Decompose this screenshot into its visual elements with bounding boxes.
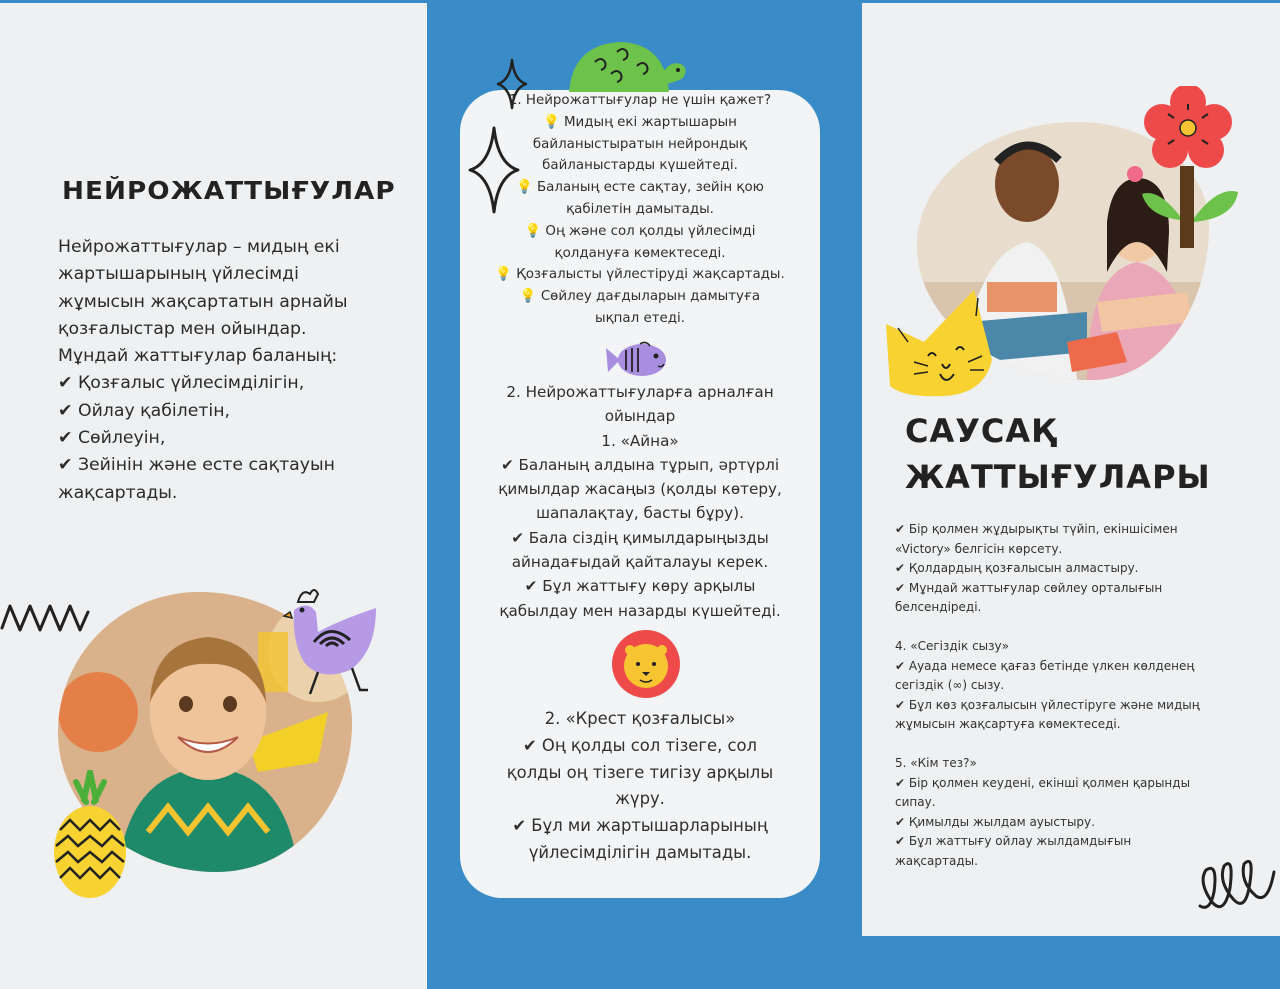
right-body-line: ✔ Бір қолмен жұдырықты түйіп, екіншісімен	[895, 522, 1178, 536]
right-body-line: ✔ Бұл жаттығу ойлау жылдамдығын	[895, 834, 1132, 848]
left-body-line: жақсартады.	[58, 482, 178, 503]
games-line: айнадағыдай қайталауы керек.	[511, 553, 769, 572]
cross-line: үйлесімділігін дамытады.	[528, 842, 752, 862]
right-body-line: ✔ Мұндай жаттығулар сөйлеу орталығын	[895, 580, 1163, 595]
right-body-gap	[895, 618, 1235, 638]
right-title-line1: САУСАҚ	[905, 412, 1057, 450]
games-line: қимылдар жасаңыз (қолды көтеру,	[498, 480, 782, 499]
why-line: 1. Нейрожаттығулар не үшін қажет?	[508, 93, 772, 108]
right-body-line: жұмысын жақсартуға көмектеседі.	[895, 717, 1121, 731]
why-line: қабілетін дамытады.	[566, 201, 714, 217]
games-line: ойындар	[604, 407, 676, 426]
zigzag-icon	[0, 598, 92, 638]
flower-icon	[1138, 86, 1242, 252]
middle-section-cross	[470, 706, 810, 867]
right-body-line: сипау.	[895, 795, 936, 809]
pineapple-icon	[48, 770, 132, 900]
right-body	[895, 520, 1235, 871]
middle-section-why	[470, 90, 810, 330]
cat-icon	[884, 290, 1000, 400]
games-line: шапалақтау, басты бұру).	[536, 504, 744, 523]
turtle-icon	[565, 36, 691, 98]
why-line: ықпал етеді.	[595, 310, 685, 326]
top-border	[0, 0, 1280, 3]
why-line: байланыстыратын нейрондық	[532, 136, 748, 152]
games-line: ✔ Баланың алдына тұрып, әртүрлі	[500, 455, 780, 474]
right-body-line: ✔ Бір қолмен кеудені, екінші қолмен қарынды	[895, 775, 1191, 790]
chicken-icon	[280, 582, 380, 698]
right-body-line: ✔ Ауада немесе қағаз бетінде үлкен көлденең	[895, 658, 1195, 673]
left-body-line: Нейрожаттығулар – мидың екі	[58, 237, 340, 257]
games-line: 2. Нейрожаттығуларға арналған	[506, 383, 774, 401]
why-line: 💡 Қозғалысты үйлестіруді жақсартады.	[495, 267, 785, 283]
why-line: байланыстарды күшейтеді.	[542, 158, 738, 174]
middle-section-games	[470, 380, 810, 623]
lion-icon	[608, 628, 684, 700]
cross-line: ✔ Бұл ми жартышарларының	[512, 816, 768, 836]
why-line: қолдануға көмектеседі.	[554, 245, 726, 261]
right-title-line2: ЖАТТЫҒУЛАРЫ	[905, 458, 1211, 496]
why-line: 💡 Оң және сол қолды үйлесімді	[524, 223, 756, 239]
games-line: 1. «Айна»	[601, 431, 679, 450]
right-body-line: белсендіреді.	[895, 600, 982, 614]
right-body-line: 4. «Сегіздік сызу»	[895, 639, 1009, 653]
right-body-line: жақсартады.	[895, 853, 978, 868]
games-line: ✔ Бұл жаттығу көру арқылы	[524, 577, 756, 596]
left-body-line: жұмысын жақсартатын арнайы	[58, 291, 348, 312]
right-body-line: ✔ Бұл көз қозғалысын үйлестіруге және мидың	[895, 697, 1200, 712]
why-line: 💡 Мидың екі жартышарын	[543, 114, 737, 130]
left-body	[58, 234, 388, 507]
cross-line: жүру.	[615, 789, 665, 809]
left-title: НЕЙРОЖАТТЫҒУЛАР	[62, 176, 396, 205]
right-title	[905, 408, 1211, 500]
cross-line: ✔ Оң қолды сол тізеге, сол	[522, 735, 758, 755]
left-body-line: ✔ Ойлау қабілетін,	[58, 400, 230, 421]
right-body-gap	[895, 735, 1235, 755]
left-body-line: ✔ Зейінін және есте сақтауын	[58, 455, 335, 476]
left-body-line: ✔ Қозғалыс үйлесімділігін,	[58, 373, 305, 394]
why-line: 💡 Баланың есте сақтау, зейін қою	[516, 180, 764, 196]
cross-line: 2. «Крест қозғалысы»	[544, 709, 736, 728]
right-body-line: сегіздік (∞) сызу.	[895, 678, 1005, 692]
left-body-line: Мұндай жаттығулар баланың:	[58, 346, 338, 367]
why-line: 💡 Сөйлеу дағдыларын дамытуға	[519, 289, 761, 305]
fish-icon	[604, 340, 670, 380]
games-line: қабылдау мен назарды күшейтеді.	[499, 601, 781, 620]
right-body-line: ✔ Қимылды жылдам ауыстыру.	[895, 814, 1095, 829]
right-body-line: 5. «Кім тез?»	[895, 756, 977, 770]
cross-line: қолды оң тізеге тигізу арқылы	[506, 762, 774, 782]
left-body-line: қозғалыстар мен ойындар.	[58, 318, 307, 339]
left-body-line: жартышарының үйлесімді	[58, 264, 299, 285]
squiggle-icon	[1196, 842, 1280, 920]
games-line: ✔ Бала сіздің қимылдарыңызды	[511, 528, 769, 547]
right-body-line: «Victory» белгісін көрсету.	[895, 541, 1063, 556]
right-body-line: ✔ Қолдардың қозғалысын алмастыру.	[895, 561, 1139, 575]
left-body-line: ✔ Сөйлеуін,	[58, 428, 166, 449]
